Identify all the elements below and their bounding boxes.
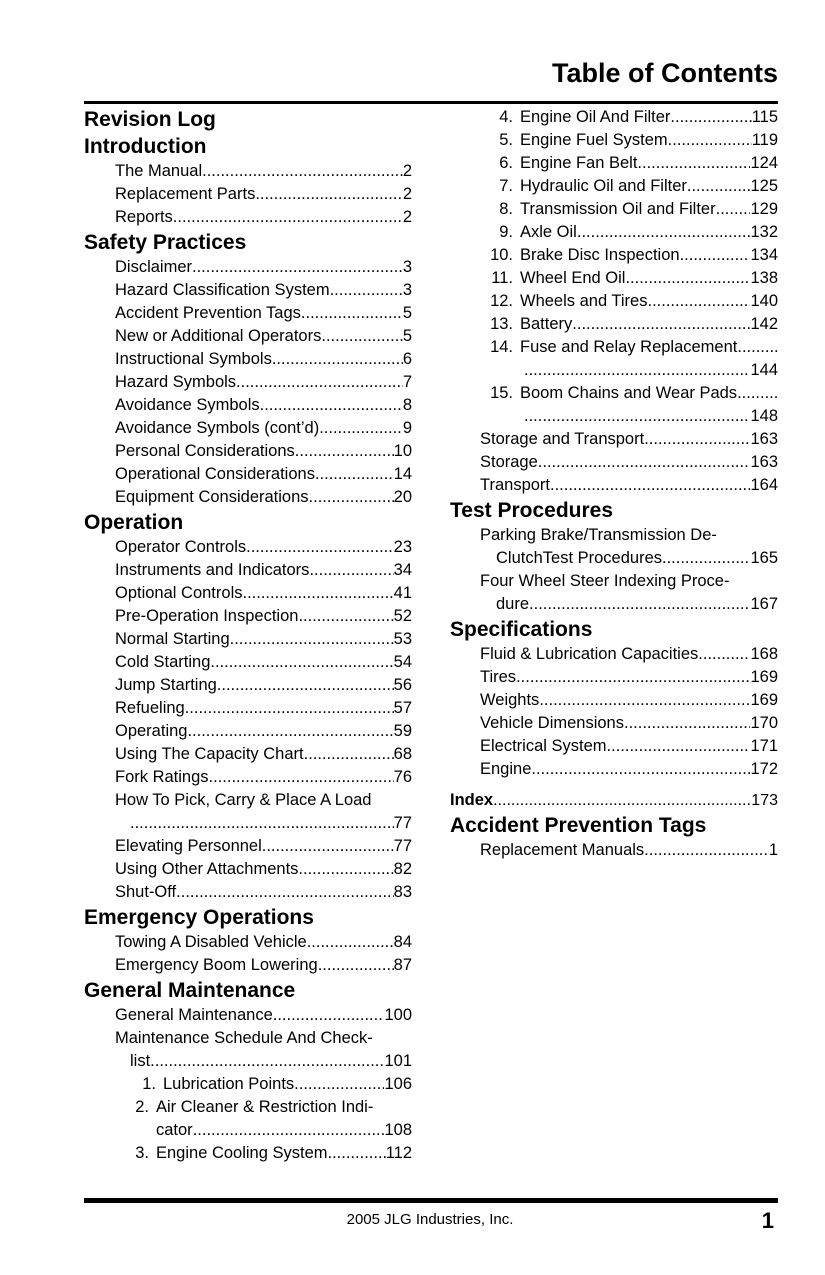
toc-entry-engine-fan-belt[interactable] xyxy=(450,152,778,175)
toc-entry-wheel-steer-line2[interactable] xyxy=(450,593,778,616)
page-number: 3 xyxy=(402,258,412,276)
page-number: 8 xyxy=(402,396,412,414)
toc-entry-personal-considerations[interactable] xyxy=(84,440,412,463)
entry-label: Instruments and Indicators xyxy=(115,561,310,579)
toc-entry-fuse-relay-line2[interactable] xyxy=(450,359,778,382)
dot-leader xyxy=(647,290,750,313)
dot-leader xyxy=(209,766,394,789)
dot-leader xyxy=(242,582,393,605)
entry-label: Normal Starting xyxy=(115,630,230,648)
dot-leader xyxy=(272,348,403,371)
dot-leader xyxy=(298,605,393,628)
entry-number: 10. xyxy=(490,246,513,264)
page-number: 2 xyxy=(402,162,412,180)
dot-leader xyxy=(321,325,402,348)
toc-entry-operator-controls[interactable] xyxy=(84,536,412,559)
toc-entry-parking-brake-line2[interactable] xyxy=(450,547,778,570)
toc-entry-boom-chains-line1[interactable] xyxy=(450,382,778,405)
entry-label: Avoidance Symbols xyxy=(115,396,260,414)
section-heading-introduction[interactable]: Introduction xyxy=(84,135,207,158)
toc-right-column xyxy=(450,106,778,862)
dot-leader xyxy=(262,835,394,858)
dot-leader xyxy=(236,371,403,394)
entry-label: Using The Capacity Chart xyxy=(115,745,304,763)
safety-entries xyxy=(84,256,412,509)
section-heading-safety-practices[interactable]: Safety Practices xyxy=(84,231,247,254)
page-number: 53 xyxy=(393,630,412,648)
specifications-entries xyxy=(450,643,778,781)
top-rule xyxy=(84,101,778,104)
page-title: Table of Contents xyxy=(552,58,778,88)
dot-leader xyxy=(668,129,752,152)
toc-entry-hydraulic-oil-and-filter[interactable] xyxy=(450,175,778,198)
footer-copyright: 2005 JLG Industries, Inc. xyxy=(346,1211,514,1228)
toc-entry-replacement-parts[interactable] xyxy=(84,183,412,206)
entry-label: Engine Oil And Filter xyxy=(520,108,671,126)
page-number: 165 xyxy=(750,549,778,567)
entry-label: Electrical System xyxy=(480,737,607,755)
toc-entry-transport[interactable] xyxy=(450,474,778,497)
entry-label: The Manual xyxy=(115,162,203,180)
page-number: 77 xyxy=(393,837,412,855)
page-number: 87 xyxy=(393,956,412,974)
page-number: 5 xyxy=(402,304,412,322)
page-number: 1 xyxy=(768,841,778,859)
dot-leader xyxy=(716,198,751,221)
entry-label: Air Cleaner & Restriction Indi- xyxy=(156,1098,374,1116)
dot-leader xyxy=(493,789,751,812)
dot-leader xyxy=(637,152,750,175)
page-number: 59 xyxy=(393,722,412,740)
page-number: 3 xyxy=(402,281,412,299)
page-number: 5 xyxy=(402,327,412,345)
dot-leader xyxy=(516,666,750,689)
bottom-rule xyxy=(84,1198,778,1203)
entry-number: 4. xyxy=(499,108,513,126)
page-number: 10 xyxy=(393,442,412,460)
operation-entries-a xyxy=(84,536,412,789)
toc-entry-normal-starting[interactable] xyxy=(84,628,412,651)
toc-entry-instructional-symbols[interactable] xyxy=(84,348,412,371)
page-number: 129 xyxy=(750,200,778,218)
toc-entry-towing-a-disabled-vehicle[interactable] xyxy=(84,931,412,954)
introduction-entries xyxy=(84,160,412,229)
section-heading-general-maintenance[interactable]: General Maintenance xyxy=(84,979,296,1002)
section-heading-specifications[interactable]: Specifications xyxy=(450,618,593,641)
dot-leader xyxy=(309,559,393,582)
entry-label: Brake Disc Inspection xyxy=(520,246,680,264)
entry-label: Fuse and Relay Replacement xyxy=(520,338,738,356)
entry-label: Engine xyxy=(480,760,532,778)
entry-label: Hazard Classification System xyxy=(115,281,330,299)
entry-label: Emergency Boom Lowering xyxy=(115,956,318,974)
entry-label: Reports xyxy=(115,208,173,226)
entry-label: Fluid & Lubrication Capacities xyxy=(480,645,699,663)
page-number: 106 xyxy=(384,1075,412,1093)
dot-leader xyxy=(524,405,750,428)
entry-number: 7. xyxy=(499,177,513,195)
entry-number: 5. xyxy=(499,131,513,149)
toc-entry-disclaimer[interactable] xyxy=(84,256,412,279)
toc-entry-air-cleaner-line1[interactable] xyxy=(84,1096,412,1119)
toc-entry-using-the-capacity-chart[interactable] xyxy=(84,743,412,766)
page-number: 82 xyxy=(393,860,412,878)
entry-label: Refueling xyxy=(115,699,185,717)
page-number: 142 xyxy=(750,315,778,333)
page-number: 172 xyxy=(750,760,778,778)
page-number: 68 xyxy=(393,745,412,763)
entry-label: Boom Chains and Wear Pads xyxy=(520,384,738,402)
toc-entry-the-manual[interactable] xyxy=(84,160,412,183)
dot-leader xyxy=(524,359,750,382)
dot-leader xyxy=(230,628,394,651)
entry-label: Operating xyxy=(115,722,188,740)
toc-entry-fluid-lubrication-capacities[interactable] xyxy=(450,643,778,666)
dot-leader xyxy=(538,451,751,474)
entry-label: Axle Oil xyxy=(520,223,577,241)
page-number: 83 xyxy=(393,883,412,901)
toc-entry-operational-considerations[interactable] xyxy=(84,463,412,486)
page-number: 124 xyxy=(750,154,778,172)
entry-label: Operator Controls xyxy=(115,538,247,556)
toc-entry-pick-carry-line1[interactable]: How To Pick, Carry & Place A Load xyxy=(115,791,372,809)
page-number: 115 xyxy=(751,108,778,126)
dot-leader xyxy=(577,221,751,244)
entry-label: Fork Ratings xyxy=(115,768,209,786)
entry-label: Index xyxy=(450,791,494,809)
toc-entry-engine-oil-and-filter[interactable] xyxy=(450,106,778,129)
toc-entry-new-or-additional-operators[interactable] xyxy=(84,325,412,348)
toc-entry-lubrication-points[interactable] xyxy=(84,1073,412,1096)
toc-entry-engine-fuel-system[interactable] xyxy=(450,129,778,152)
entry-label: Transmission Oil and Filter xyxy=(520,200,716,218)
toc-entry-vehicle-dimensions[interactable] xyxy=(450,712,778,735)
toc-entry-hazard-symbols[interactable] xyxy=(84,371,412,394)
page-number: 170 xyxy=(750,714,778,732)
toc-entry-wheels-and-tires[interactable] xyxy=(450,290,778,313)
page-number: 100 xyxy=(384,1006,412,1024)
page-number: 169 xyxy=(750,668,778,686)
entry-label: Storage and Transport xyxy=(480,430,645,448)
toc-entry-battery[interactable] xyxy=(450,313,778,336)
entry-number: 15. xyxy=(490,384,513,402)
section-heading-operation[interactable]: Operation xyxy=(84,511,184,534)
entry-number: 6. xyxy=(499,154,513,172)
entry-label: Transport xyxy=(480,476,550,494)
dot-leader xyxy=(318,954,394,977)
page-number: 144 xyxy=(750,361,778,379)
dot-leader xyxy=(330,279,403,302)
toc-entry-transmission-oil-and-filter[interactable] xyxy=(450,198,778,221)
entry-number: 1. xyxy=(142,1075,156,1093)
dot-leader xyxy=(150,1050,384,1073)
entry-label: Equipment Considerations xyxy=(115,488,309,506)
entry-label: Replacement Parts xyxy=(115,185,256,203)
page-number: 56 xyxy=(393,676,412,694)
dot-leader xyxy=(187,720,393,743)
page-number: 112 xyxy=(385,1144,412,1162)
page-number: 9 xyxy=(402,419,412,437)
entry-label: Wheel End Oil xyxy=(520,269,626,287)
tags-entries xyxy=(450,839,778,862)
dot-leader xyxy=(185,697,394,720)
page-number: 20 xyxy=(393,488,412,506)
entry-label: General Maintenance xyxy=(115,1006,273,1024)
toc-entry-avoidance-symbols-cont-d[interactable] xyxy=(84,417,412,440)
dot-leader xyxy=(255,183,402,206)
dot-leader xyxy=(698,643,750,666)
entry-label: Disclaimer xyxy=(115,258,193,276)
page-number: 76 xyxy=(393,768,412,786)
toc-entry-refueling[interactable] xyxy=(84,697,412,720)
entry-label: Hydraulic Oil and Filter xyxy=(520,177,687,195)
entry-label: Cold Starting xyxy=(115,653,211,671)
entry-label: New or Additional Operators xyxy=(115,327,322,345)
entry-label: Hazard Symbols xyxy=(115,373,237,391)
toc-entry-reports[interactable] xyxy=(84,206,412,229)
dot-leader xyxy=(246,536,394,559)
entry-label: Engine Fan Belt xyxy=(520,154,638,172)
page-number: 140 xyxy=(750,292,778,310)
dot-leader xyxy=(670,106,751,129)
page-number: 14 xyxy=(393,465,412,483)
page-number: 119 xyxy=(751,131,778,149)
toc-entry-tires[interactable] xyxy=(450,666,778,689)
entry-label: Tires xyxy=(480,668,517,686)
toc-entry-wheel-end-oil[interactable] xyxy=(450,267,778,290)
page-number: 173 xyxy=(751,792,778,809)
entry-label: Battery xyxy=(520,315,573,333)
toc-entry-optional-controls[interactable] xyxy=(84,582,412,605)
entry-label: list xyxy=(130,1052,151,1070)
dot-leader xyxy=(644,428,750,451)
entry-label: Avoidance Symbols (cont’d) xyxy=(115,419,320,437)
dot-leader xyxy=(304,743,394,766)
entry-label: Using Other Attachments xyxy=(115,860,299,878)
dot-leader xyxy=(294,1073,384,1096)
entry-label: Shut-Off xyxy=(115,883,177,901)
dot-leader xyxy=(662,547,750,570)
toc-entry-using-other-attachments[interactable] xyxy=(84,858,412,881)
dot-leader xyxy=(737,382,778,405)
toc-entry-engine[interactable] xyxy=(450,758,778,781)
dot-leader xyxy=(680,244,751,267)
entry-label: Accident Prevention Tags xyxy=(115,304,301,322)
storage-entries xyxy=(450,428,778,497)
page-number: 2 xyxy=(402,208,412,226)
entry-label: Vehicle Dimensions xyxy=(480,714,624,732)
page-number: 169 xyxy=(750,691,778,709)
entry-label: Lubrication Points xyxy=(163,1075,295,1093)
toc-entry-pre-operation-inspection[interactable] xyxy=(84,605,412,628)
page-number: 138 xyxy=(750,269,778,287)
entry-label: Weights xyxy=(480,691,540,709)
dot-leader xyxy=(315,463,394,486)
entry-label: Wheels and Tires xyxy=(520,292,648,310)
entry-number: 12. xyxy=(490,292,513,310)
dot-leader xyxy=(210,651,393,674)
dot-leader xyxy=(260,394,403,417)
entry-number: 8. xyxy=(499,200,513,218)
toc-entry-equipment-considerations[interactable] xyxy=(84,486,412,509)
page-number: 132 xyxy=(750,223,778,241)
toc-entry-fuse-relay-line1[interactable] xyxy=(450,336,778,359)
entry-label: Engine Cooling System xyxy=(156,1144,328,1162)
entry-label: Storage xyxy=(480,453,538,471)
entry-label: Engine Fuel System xyxy=(520,131,668,149)
entry-label: Replacement Manuals xyxy=(480,841,645,859)
entry-number: 3. xyxy=(135,1144,149,1162)
toc-entry-schedule-line1[interactable]: Maintenance Schedule And Check- xyxy=(115,1029,373,1047)
section-heading-emergency-operations[interactable]: Emergency Operations xyxy=(84,906,314,929)
dot-leader xyxy=(295,440,394,463)
operation-entries-b xyxy=(84,835,412,904)
entry-label: dure xyxy=(496,595,530,613)
dot-leader xyxy=(737,336,778,359)
dot-leader xyxy=(625,267,750,290)
dot-leader xyxy=(319,417,403,440)
dot-leader xyxy=(328,1142,386,1165)
page-number: 34 xyxy=(393,561,412,579)
toc-entry-jump-starting[interactable] xyxy=(84,674,412,697)
toc-entry-boom-chains-line2[interactable] xyxy=(450,405,778,428)
toc-entry-replacement-manuals[interactable] xyxy=(450,839,778,862)
dot-leader xyxy=(202,160,403,183)
toc-entry-schedule-line2[interactable] xyxy=(84,1050,412,1073)
entry-label: Personal Considerations xyxy=(115,442,295,460)
toc-entry-pick-carry-line2[interactable] xyxy=(84,812,412,835)
toc-entry-brake-disc-inspection[interactable] xyxy=(450,244,778,267)
toc-entry-fork-ratings[interactable] xyxy=(84,766,412,789)
section-heading-revision-log[interactable]: Revision Log xyxy=(84,108,216,131)
toc-entry-general-maintenance[interactable] xyxy=(84,1004,412,1027)
entry-number: 13. xyxy=(490,315,513,333)
dot-leader xyxy=(192,256,403,279)
page-number-footer: 1 xyxy=(761,1208,774,1233)
dot-leader xyxy=(176,881,393,904)
entry-number: 9. xyxy=(499,223,513,241)
section-heading-test-procedures[interactable]: Test Procedures xyxy=(450,499,614,522)
toc-entry-wheel-steer-line1[interactable]: Four Wheel Steer Indexing Proce- xyxy=(480,572,730,590)
toc-entry-air-cleaner-line2[interactable] xyxy=(84,1119,412,1142)
entry-number: 11. xyxy=(491,269,513,287)
page-number: 52 xyxy=(393,607,412,625)
dot-leader xyxy=(607,735,751,758)
entry-label: ClutchTest Procedures xyxy=(496,549,662,567)
dot-leader xyxy=(529,593,750,616)
toc-entry-storage[interactable] xyxy=(450,451,778,474)
toc-entry-storage-and-transport[interactable] xyxy=(450,428,778,451)
page-number: 2 xyxy=(402,185,412,203)
page-number: 101 xyxy=(384,1052,412,1070)
entry-label: Pre-Operation Inspection xyxy=(115,607,299,625)
page-number: 163 xyxy=(750,430,778,448)
toc-entry-electrical-system[interactable] xyxy=(450,735,778,758)
toc-entry-axle-oil[interactable] xyxy=(450,221,778,244)
dot-leader xyxy=(130,812,394,835)
dot-leader xyxy=(309,486,394,509)
dot-leader xyxy=(687,175,751,198)
page-number: 6 xyxy=(402,350,412,368)
dot-leader xyxy=(217,674,394,697)
toc-entry-avoidance-symbols[interactable] xyxy=(84,394,412,417)
maintenance-numbered-entries xyxy=(84,1073,412,1096)
dot-leader xyxy=(539,689,750,712)
page-number: 125 xyxy=(750,177,778,195)
page-number: 167 xyxy=(750,595,778,613)
page-number: 148 xyxy=(750,407,778,425)
page-number: 84 xyxy=(393,933,412,951)
page-number: 164 xyxy=(750,476,778,494)
toc-entry-parking-brake-line1[interactable]: Parking Brake/Transmission De- xyxy=(480,526,717,544)
toc-entry-emergency-boom-lowering[interactable] xyxy=(84,954,412,977)
entry-label: Towing A Disabled Vehicle xyxy=(115,933,307,951)
entry-label: Operational Considerations xyxy=(115,465,315,483)
toc-entry-weights[interactable] xyxy=(450,689,778,712)
dot-leader xyxy=(273,1004,385,1027)
dot-leader xyxy=(307,931,394,954)
dot-leader xyxy=(301,302,403,325)
dot-leader xyxy=(624,712,750,735)
maintenance-continued-entries xyxy=(450,106,778,336)
entry-label: Elevating Personnel xyxy=(115,837,262,855)
toc-entry-cold-starting[interactable] xyxy=(84,651,412,674)
entry-number: 14. xyxy=(490,338,513,356)
emergency-entries xyxy=(84,931,412,977)
entry-label: Jump Starting xyxy=(115,676,217,694)
dot-leader xyxy=(531,758,750,781)
page-number: 163 xyxy=(750,453,778,471)
page-number: 108 xyxy=(384,1121,412,1139)
page-number: 134 xyxy=(750,246,778,264)
page-number: 57 xyxy=(393,699,412,717)
page-number: 41 xyxy=(393,584,412,602)
entry-number: 2. xyxy=(135,1098,149,1116)
dot-leader xyxy=(550,474,750,497)
toc-entry-operating[interactable] xyxy=(84,720,412,743)
toc-left-column xyxy=(84,106,412,1165)
dot-leader xyxy=(173,206,403,229)
toc-entry-instruments-and-indicators[interactable] xyxy=(84,559,412,582)
toc-entry-shut-off[interactable] xyxy=(84,881,412,904)
page-number: 23 xyxy=(393,538,412,556)
section-heading-index[interactable] xyxy=(450,789,778,812)
toc-entry-elevating-personnel[interactable] xyxy=(84,835,412,858)
dot-leader xyxy=(298,858,393,881)
section-heading-accident-prevention-tags[interactable]: Accident Prevention Tags xyxy=(450,814,707,837)
dot-leader xyxy=(572,313,750,336)
entry-label: cator xyxy=(156,1121,193,1139)
toc-entry-accident-prevention-tags[interactable] xyxy=(84,302,412,325)
page-number: 7 xyxy=(402,373,412,391)
page-number: 77 xyxy=(393,814,412,832)
toc-entry-hazard-classification-system[interactable] xyxy=(84,279,412,302)
entry-label: Optional Controls xyxy=(115,584,243,602)
page-number: 168 xyxy=(750,645,778,663)
page-number: 54 xyxy=(393,653,412,671)
entry-label: Instructional Symbols xyxy=(115,350,272,368)
dot-leader xyxy=(193,1119,385,1142)
page-number: 171 xyxy=(750,737,778,755)
dot-leader xyxy=(644,839,769,862)
toc-entry-engine-cooling[interactable] xyxy=(84,1142,412,1165)
